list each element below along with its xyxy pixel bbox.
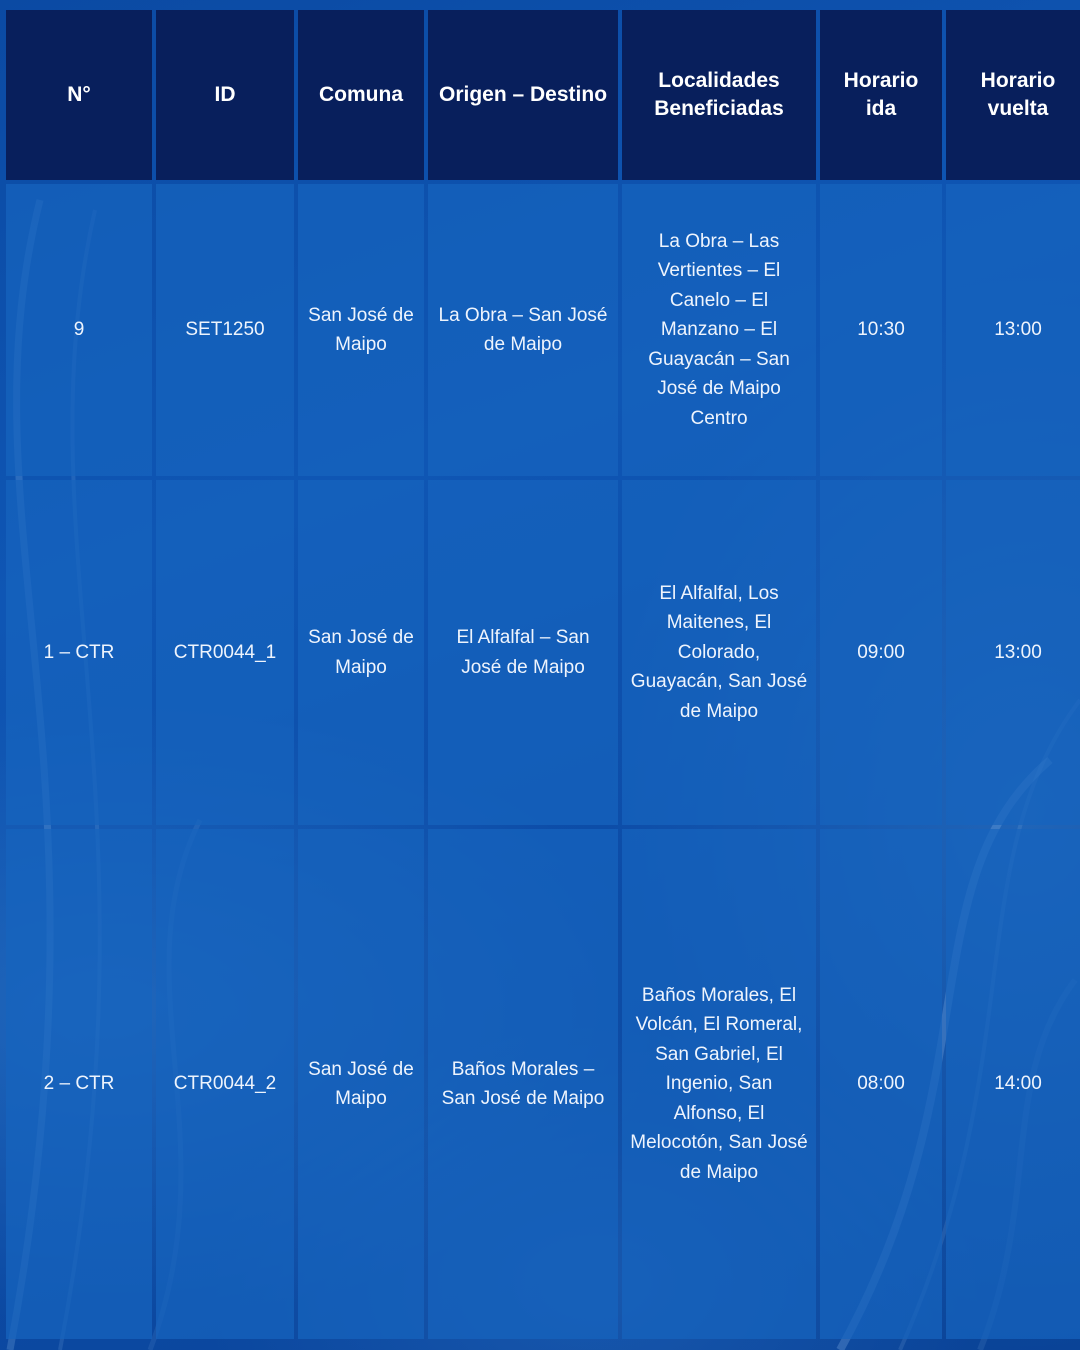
cell-horario-vuelta: 13:00: [946, 184, 1080, 476]
cell-origen-destino: El Alfalfal – San José de Maipo: [428, 480, 618, 825]
table-row: [6, 184, 1080, 476]
cell-id: CTR0044_1: [156, 480, 294, 825]
cell-localidades: Baños Morales, El Volcán, El Romeral, San Gabriel, El Ingenio, San Alfonso, El Melocotón, San José de Maipo: [622, 829, 816, 1339]
column-header-localidades: Localidades Beneficiadas: [622, 10, 816, 180]
cell-comuna: San José de Maipo: [298, 480, 424, 825]
table-row: [6, 480, 1080, 825]
table-header: [6, 10, 1080, 180]
cell-numero: 9: [6, 184, 152, 476]
cell-origen-destino: Baños Morales – San José de Maipo: [428, 829, 618, 1339]
column-header-origen-destino: Origen – Destino: [428, 10, 618, 180]
cell-horario-vuelta: 13:00: [946, 480, 1080, 825]
column-header-id: ID: [156, 10, 294, 180]
cell-numero: 1 – CTR: [6, 480, 152, 825]
column-header-comuna: Comuna: [298, 10, 424, 180]
cell-origen-destino: La Obra – San José de Maipo: [428, 184, 618, 476]
table-body: [6, 184, 1080, 1339]
cell-horario-ida: 08:00: [820, 829, 942, 1339]
cell-id: SET1250: [156, 184, 294, 476]
column-header-numero: N°: [6, 10, 152, 180]
table-row: [6, 829, 1080, 1339]
cell-horario-ida: 10:30: [820, 184, 942, 476]
column-header-horario-ida: Horario ida: [820, 10, 942, 180]
table-header-row: [6, 10, 1080, 180]
cell-comuna: San José de Maipo: [298, 184, 424, 476]
cell-comuna: San José de Maipo: [298, 829, 424, 1339]
cell-horario-vuelta: 14:00: [946, 829, 1080, 1339]
column-header-horario-vuelta: Horario vuelta: [946, 10, 1080, 180]
cell-horario-ida: 09:00: [820, 480, 942, 825]
cell-id: CTR0044_2: [156, 829, 294, 1339]
cell-numero: 2 – CTR: [6, 829, 152, 1339]
cell-localidades: El Alfalfal, Los Maitenes, El Colorado, Guayacán, San José de Maipo: [622, 480, 816, 825]
cell-localidades: La Obra – Las Vertientes – El Canelo – El Manzano – El Guayacán – San José de Maipo Centro: [622, 184, 816, 476]
routes-table: [2, 6, 1080, 1343]
